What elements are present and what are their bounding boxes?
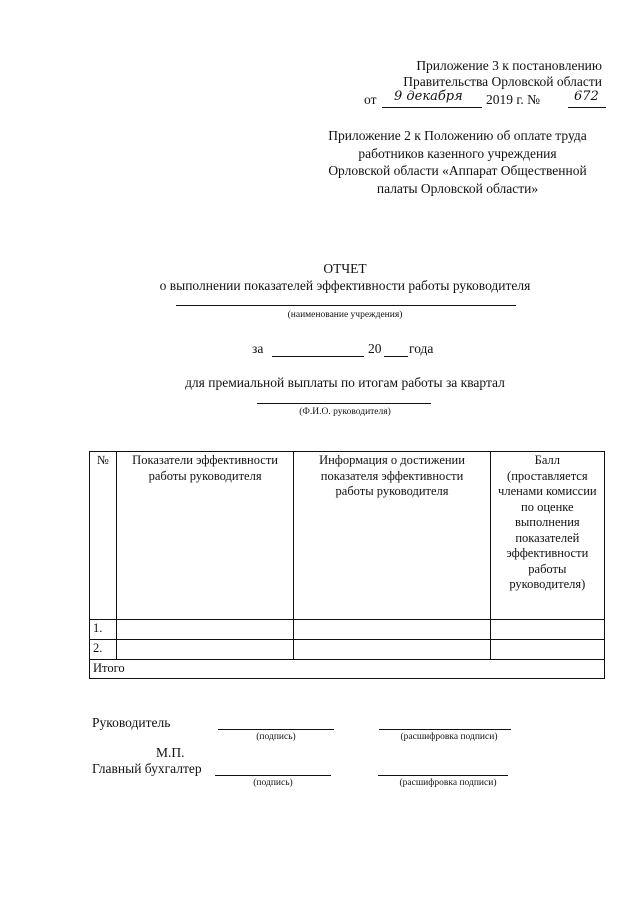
table-row (90, 640, 605, 660)
accountant-decoding-line (378, 775, 508, 776)
table-cell (294, 640, 490, 660)
header-number: № (90, 452, 117, 620)
stamp-place: М.П. (156, 745, 185, 760)
table-cell (116, 620, 294, 640)
header-indicators: Показатели эффективности работы руководителя (116, 452, 294, 620)
purpose-line: для премиальной выплаты по итогам работы за квартал (185, 375, 505, 390)
appendix-line-2: Правительства Орловской области (403, 74, 602, 89)
date-year: 2019 г. № (486, 92, 541, 107)
head-name-line (257, 403, 431, 404)
handwritten-date: 9 декабря (394, 89, 463, 104)
number-underline (568, 107, 606, 108)
performance-table (89, 451, 605, 679)
period-blank (272, 356, 364, 357)
regulation-line-3: Орловской области «Аппарат Общественной (328, 163, 587, 178)
period-prefix: за (252, 341, 264, 356)
organization-name-line (176, 305, 516, 306)
table-cell (116, 640, 294, 660)
organization-caption: (наименование учреждения) (287, 310, 403, 320)
header-information: Информация о достижении показателя эффективности работы руководителя (294, 452, 490, 620)
table-cell (490, 640, 604, 660)
table-cell (490, 620, 604, 640)
head-name-caption: (Ф.И.О. руководителя) (299, 407, 391, 417)
regulation-line-4: палаты Орловской области» (376, 180, 539, 196)
head-signature-caption: (подпись) (256, 732, 296, 742)
period-line (252, 341, 452, 361)
total-label: Итого (90, 660, 605, 679)
total-row (90, 660, 605, 679)
report-subtitle: о выполнении показателей эффективности работы руководителя (159, 278, 531, 293)
table-cell (294, 620, 490, 640)
date-underline (382, 107, 482, 108)
head-signature-label: Руководитель (92, 715, 171, 730)
appendix-line-1: Приложение 3 к постановлению (416, 58, 602, 73)
head-decoding-line (379, 729, 511, 730)
head-decoding-caption: (расшифровка подписи) (400, 732, 498, 742)
handwritten-number: 672 (574, 89, 599, 104)
report-title: ОТЧЕТ (323, 261, 367, 276)
accountant-signature-line (215, 775, 331, 776)
accountant-signature-label: Главный бухгалтер (92, 761, 202, 776)
date-prefix: от (364, 92, 377, 107)
accountant-signature-caption: (подпись) (253, 778, 293, 788)
table-header-row (90, 452, 605, 620)
accountant-decoding-caption: (расшифровка подписи) (399, 778, 497, 788)
row-number: 1. (90, 620, 117, 640)
regulation-header (300, 127, 615, 197)
header-score: Балл (проставляется членами комиссии по оценке выполнения показателей эффективности работы руководителя) (490, 452, 604, 620)
head-signature-line (218, 729, 334, 730)
year-blank (384, 356, 408, 357)
resolution-date-line (364, 89, 614, 112)
row-number: 2. (90, 640, 117, 660)
table-row (90, 620, 605, 640)
appendix-header (302, 58, 602, 90)
regulation-line-2: работников казенного учреждения (358, 145, 557, 161)
period-year: 20 (368, 341, 382, 356)
regulation-line-1: Приложение 2 к Положению об оплате труда (328, 128, 587, 143)
period-suffix: года (409, 341, 434, 356)
